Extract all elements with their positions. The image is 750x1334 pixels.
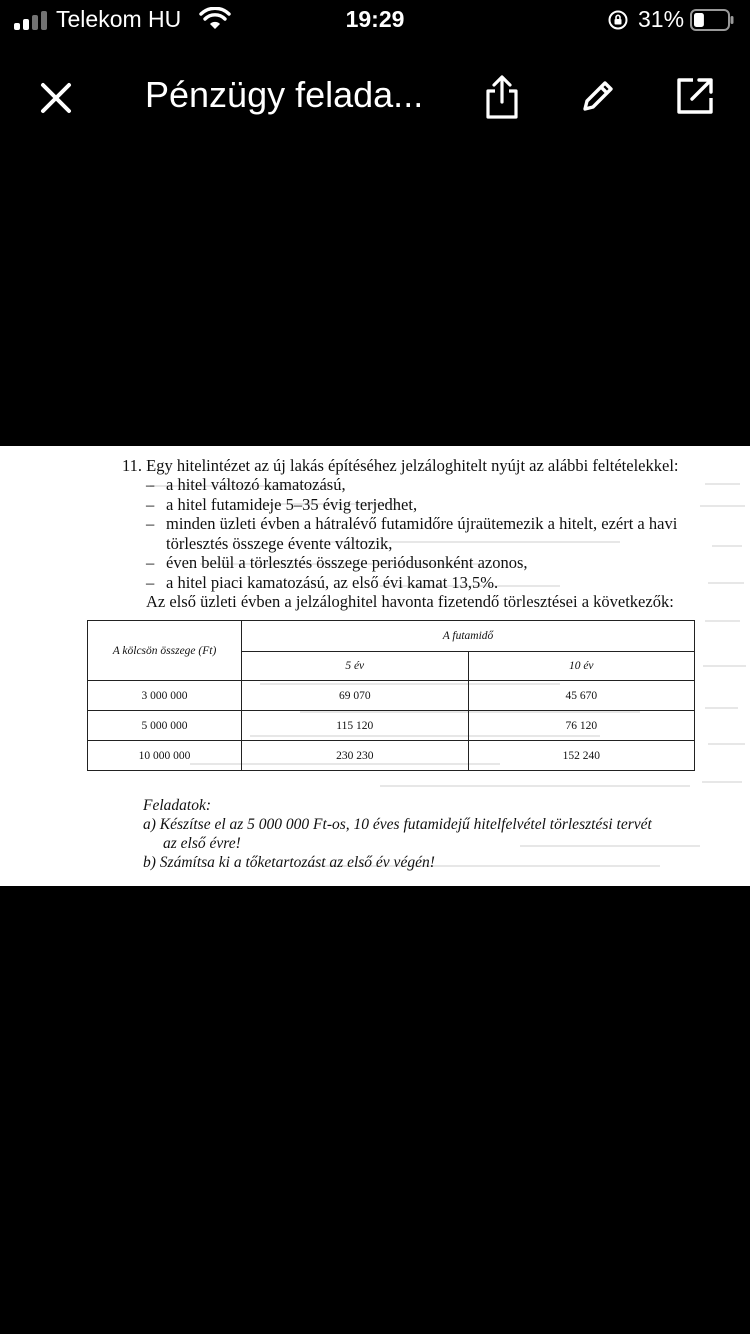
pencil-icon[interactable] [578,76,618,116]
clock: 19:29 [345,6,405,32]
tasks-block [143,796,652,872]
list-item: – a hitel változó kamatozású, [146,475,706,495]
list-item: – a hitel futamideje 5–35 évig terjedhet, [146,495,706,515]
cell-5-years: 230 230 [242,741,469,771]
cell-10-years: 76 120 [468,711,695,741]
top-nav-bar [0,56,750,140]
tasks-label: Feladatok: [143,797,212,814]
cell-5-years: 115 120 [242,711,469,741]
status-bar [0,0,750,44]
open-external-icon[interactable] [675,76,715,116]
rotation-lock-icon [607,9,629,31]
document-title: Pénzügy felada... [145,74,424,115]
cell-10-years: 152 240 [468,741,695,771]
table-row [88,681,695,711]
wifi-icon [199,7,231,31]
repayment-table [87,620,695,771]
table-intro: Az első üzleti évben a jelzáloghitel havonta fizetendő törlesztései a következők: [146,592,674,611]
cell-amount: 10 000 000 [88,741,242,771]
task-a-continuation: az első évre! [163,835,241,852]
task-heading: 11. Egy hitelintézet az új lakás építéséhez jelzáloghitelt nyújt az alábbi feltételekkel: [122,456,679,475]
cell-5-years: 69 070 [242,681,469,711]
header-term: A futamidő [242,621,695,652]
carrier-name: Telekom HU [56,6,182,32]
document-image[interactable] [0,446,750,886]
header-10-years: 10 év [468,652,695,681]
header-5-years: 5 év [242,652,469,681]
cell-10-years: 45 670 [468,681,695,711]
close-icon[interactable] [38,80,74,116]
table-row [88,741,695,771]
battery-icon [690,9,734,31]
share-icon[interactable] [483,74,521,120]
task-a: a) Készítse el az 5 000 000 Ft-os, 10 éves futamidejű hitelfelvétel törlesztési tervét [143,816,652,833]
list-item: – a hitel piaci kamatozású, az első évi kamat 13,5%. [146,573,706,593]
battery-fill [694,13,704,27]
table-row [88,711,695,741]
list-item: – éven belül a törlesztés összege periódusonként azonos, [146,553,706,573]
cell-amount: 5 000 000 [88,711,242,741]
list-item: – minden üzleti évben a hátralévő futamidőre újraütemezik a hitelt, ezért a havi törlesztés összege évente változik, [146,514,706,553]
header-loan-amount: A kölcsön összege (Ft) [88,621,242,681]
battery-percent: 31% [638,6,685,32]
task-b: b) Számítsa ki a tőketartozást az első év végén! [143,854,435,871]
cell-amount: 3 000 000 [88,681,242,711]
conditions-list [146,475,706,593]
